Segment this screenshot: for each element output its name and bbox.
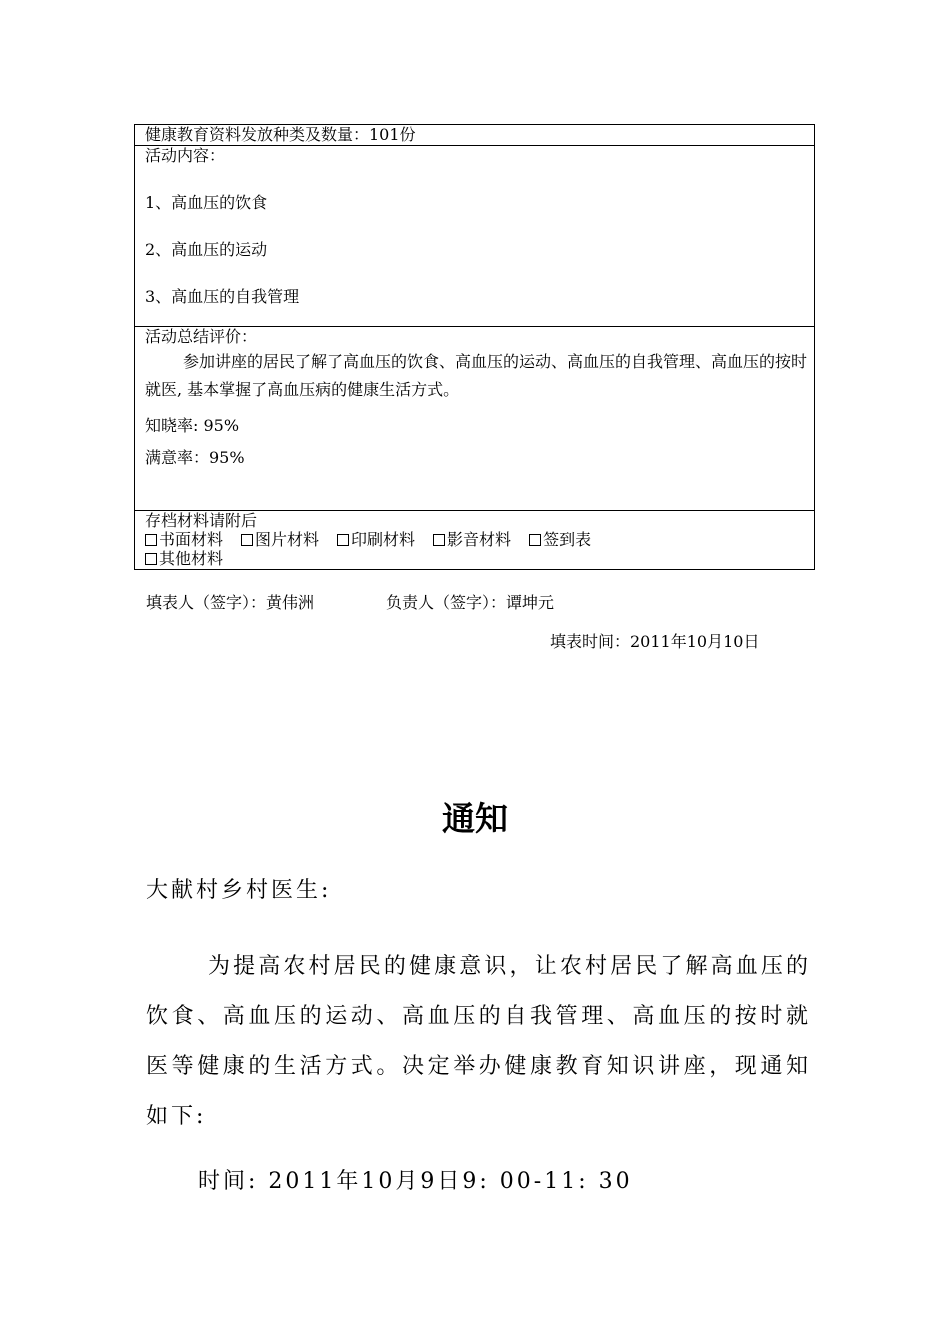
- materials-cell: [135, 125, 815, 146]
- summary-text: 参加讲座的居民了解了高血压的饮食、高血压的运动、高血压的自我管理、高血压的按时就医, 基本掌握了高血压病的健康生活方式。: [145, 352, 808, 399]
- archive-materials-cell: [135, 511, 815, 570]
- signature-row: [146, 590, 554, 613]
- activity-summary-cell: [135, 327, 815, 511]
- content-item: 2、高血压的运动: [145, 240, 268, 259]
- notice-body: 为提高农村居民的健康意识，让农村居民了解高血压的饮食、高血压的运动、高血压的自我管理、高血压的按时就医等健康的生活方式。决定举办健康教育知识讲座，现通知如下:: [146, 954, 811, 1129]
- satisfaction-rate: 满意率：95%: [145, 448, 245, 467]
- checkbox-icon[interactable]: [145, 534, 157, 546]
- content-item: 1、高血压的饮食: [145, 193, 268, 212]
- notice-time: 时间: 2011年10月9日9: 00-11: 30: [198, 1169, 633, 1194]
- fill-date: 填表时间：2011年10月10日: [550, 632, 760, 651]
- archive-option[interactable]: 其他材料: [145, 549, 223, 568]
- archive-option[interactable]: 签到表: [529, 530, 591, 549]
- checkbox-icon[interactable]: [433, 534, 445, 546]
- checkbox-icon[interactable]: [145, 553, 157, 565]
- checkbox-icon[interactable]: [337, 534, 349, 546]
- archive-option[interactable]: 书面材料: [145, 530, 223, 549]
- activity-record-table: [134, 124, 815, 570]
- archive-option[interactable]: 影音材料: [433, 530, 511, 549]
- materials-text: 健康教育资料发放种类及数量：101份: [145, 125, 416, 144]
- checkbox-icon[interactable]: [241, 534, 253, 546]
- content-item: 3、高血压的自我管理: [145, 287, 300, 306]
- notice-title: 通知: [442, 799, 508, 838]
- archive-option[interactable]: 印刷材料: [337, 530, 415, 549]
- responsible-signature: 负责人（签字）：谭坤元: [386, 593, 555, 612]
- archive-label: 存档材料请附后: [145, 511, 258, 530]
- activity-content-cell: [135, 146, 815, 327]
- awareness-rate: 知晓率: 95%: [145, 416, 240, 435]
- notice-salutation: 大献村乡村医生:: [146, 878, 332, 903]
- summary-label: 活动总结评价：: [145, 327, 258, 346]
- filler-signature: 填表人（签字）：黄伟洲: [146, 593, 315, 612]
- activity-content-label: 活动内容：: [145, 146, 226, 165]
- checkbox-icon[interactable]: [529, 534, 541, 546]
- archive-option[interactable]: 图片材料: [241, 530, 319, 549]
